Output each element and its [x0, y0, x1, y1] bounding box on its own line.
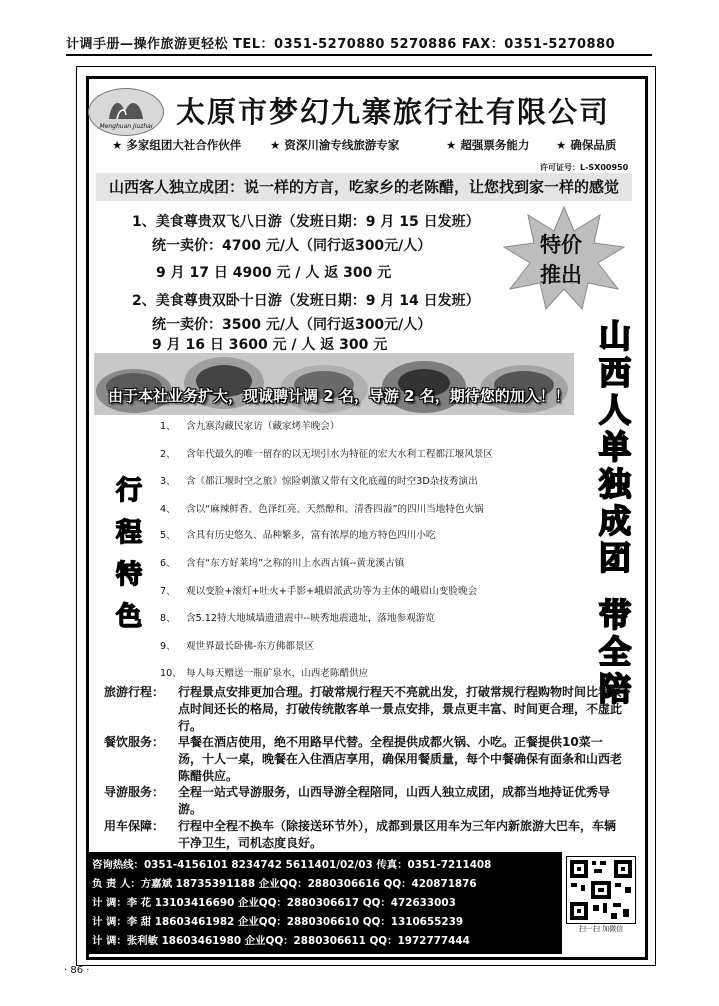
section-guide — [104, 784, 624, 820]
vertical-right-char: 人 — [598, 391, 631, 429]
vertical-right-char: 全 — [598, 633, 631, 671]
section-itinerary — [104, 684, 624, 736]
headline-banner: 山西客人独立成团：说一样的方言，吃家乡的老陈醋，让您找到家一样的感觉 — [96, 173, 632, 201]
feature-item: 4、 含以“麻辣鲜香、色泽红亮、天然醇和、清香四溢”的四川当地特色火锅 — [160, 504, 484, 515]
recruitment-notice: 由于本社业务扩大，现诚聘计调 2 名，导游 2 名，期待您的加入！！ — [108, 387, 570, 405]
vertical-right-char: 单 — [598, 428, 631, 466]
product-1-price-alt: 9 月 17 日 4900 元 / 人 返 300 元 — [156, 265, 392, 281]
contact-row: 计 调：李 花 13103416690 企业QQ：2880306617 QQ：472633003 — [92, 897, 456, 909]
special-offer-text — [540, 230, 582, 290]
product-2-title: 2、美食尊贵双卧十日游（发班日期：9 月 14 日发班） — [132, 293, 480, 309]
vertical-right-char: 陪 — [598, 670, 631, 708]
product-1-title: 1、美食尊贵双飞八日游（发班日期：9 月 15 日发班） — [132, 214, 480, 230]
vertical-right-char: 带 — [598, 596, 631, 634]
vertical-right-char: 西 — [598, 354, 631, 392]
vertical-left-char: 特 — [115, 560, 142, 590]
qr-label: 扫一扫 加微信 — [578, 925, 624, 933]
section-vehicle — [104, 818, 624, 854]
special-line-2: 推出 — [540, 263, 582, 287]
special-line-1: 特价 — [540, 233, 582, 257]
section-label: 餐饮服务： — [104, 735, 165, 749]
license-number: 许可证号：L-SX00950 — [540, 163, 629, 172]
vertical-slogan-right — [585, 318, 645, 708]
feature-item: 3、 含《都江堰时空之旅》惊险刺激又带有文化底蕴的时空3D杂技秀演出 — [160, 476, 478, 487]
section-text: 行程景点安排更加合理。打破常规行程天不亮就出发，打破常规行程购物时间比看景点时间还长的格局，打破传统散客单一景点安排，景点更丰富、时间更合理，不虚此行。 — [178, 685, 623, 733]
product-2-price: 统一卖价：3500 元/人（同行返300元/人） — [152, 317, 432, 333]
section-text: 行程中全程不换车（除接送环节外），成都到景区用车为三年内新旅游大巴车，车辆干净卫生，司机态度良好。 — [178, 819, 617, 850]
vertical-left-char: 程 — [115, 518, 142, 548]
feature-item: 9、 观世界最长卧佛-东方佛都景区 — [160, 641, 315, 652]
header-contact-line: 计调手册—操作旅游更轻松 TEL：0351-5270880 5270886 FAX：0351-5270880 — [66, 33, 652, 56]
vertical-right-char: 独 — [598, 465, 631, 503]
vertical-right-char: 山 — [598, 317, 631, 355]
section-text: 早餐在酒店使用，绝不用路早代替。全程提供成都火锅、小吃。正餐提供10菜一汤，十人一桌，晚餐在入住酒店享用，确保用餐质量，每个中餐确保有面条和山西老陈醋供应。 — [178, 735, 623, 783]
feature-item: 2、 含年代最久的唯一留存的以无坝引水为特征的宏大水利工程都江堰风景区 — [160, 449, 493, 460]
section-label: 导游服务： — [104, 785, 165, 799]
section-label: 旅游行程： — [104, 685, 165, 699]
slogan-2: ★ 资深川渝专线旅游专家 — [270, 138, 400, 152]
vertical-left-char: 行 — [115, 476, 142, 506]
feature-item: 10、 每人每天赠送一瓶矿泉水，山西老陈醋供应 — [160, 668, 369, 679]
contact-row: 负 责 人：方嘉斌 18735391188 企业QQ：2880306616 QQ：420871876 — [92, 878, 477, 890]
product-2-price-alt: 9 月 16 日 3600 元 / 人 返 300 元 — [152, 337, 388, 353]
qr-code[interactable] — [566, 856, 636, 924]
product-1-price: 统一卖价：4700 元/人（同行返300元/人） — [152, 238, 432, 254]
vertical-right-char: 团 — [598, 539, 631, 577]
company-logo — [88, 88, 164, 136]
feature-item: 6、 含有“东方好莱坞”之称的川上水西古镇--黄龙溪古镇 — [160, 558, 405, 569]
vertical-label-itinerary-features — [114, 470, 144, 638]
feature-item: 5、 含具有历史悠久、品种繁多，富有浓厚的地方特色四川小吃 — [160, 530, 436, 541]
slogan-1: ★ 多家组团大社合作伙伴 — [112, 138, 242, 152]
feature-item: 1、 含九寨沟藏民家访（藏家烤羊晚会） — [160, 421, 340, 432]
logo-text: Menghuan Jiuzhai — [99, 123, 153, 130]
feature-item: 8、 含5.12特大地城墙遗遗震中--映秀地震遗址，落地参观游览 — [160, 613, 435, 624]
slogan-4: ★ 确保品质 — [556, 138, 617, 152]
section-dining — [104, 734, 624, 786]
company-name: 太原市梦幻九寨旅行社有限公司 — [176, 95, 611, 129]
section-label: 用车保障： — [104, 819, 165, 833]
contact-row: 咨询热线：0351-4156101 8234742 5611401/02/03 传真：0351-7211408 — [92, 859, 492, 871]
vertical-right-char: 成 — [598, 502, 631, 540]
contact-row: 计 调：张利敏 18603461980 企业QQ：2880306611 QQ：1972777444 — [92, 935, 470, 947]
contact-block — [86, 852, 562, 954]
contact-row: 计 调：李 甜 18603461982 企业QQ：2880306610 QQ：1310655239 — [92, 916, 464, 928]
slogan-3: ★ 超强票务能力 — [446, 138, 530, 152]
page-number: · 86 · — [64, 965, 90, 976]
section-text: 全程一站式导游服务，山西导游全程陪同，山西人独立成团，成都当地持证优秀导游。 — [178, 785, 611, 816]
vertical-left-char: 色 — [115, 602, 142, 632]
feature-item: 7、 观以变脸+滚灯+吐火+手影+峨眉派武功等为主体的峨眉山变脸晚会 — [160, 586, 478, 597]
